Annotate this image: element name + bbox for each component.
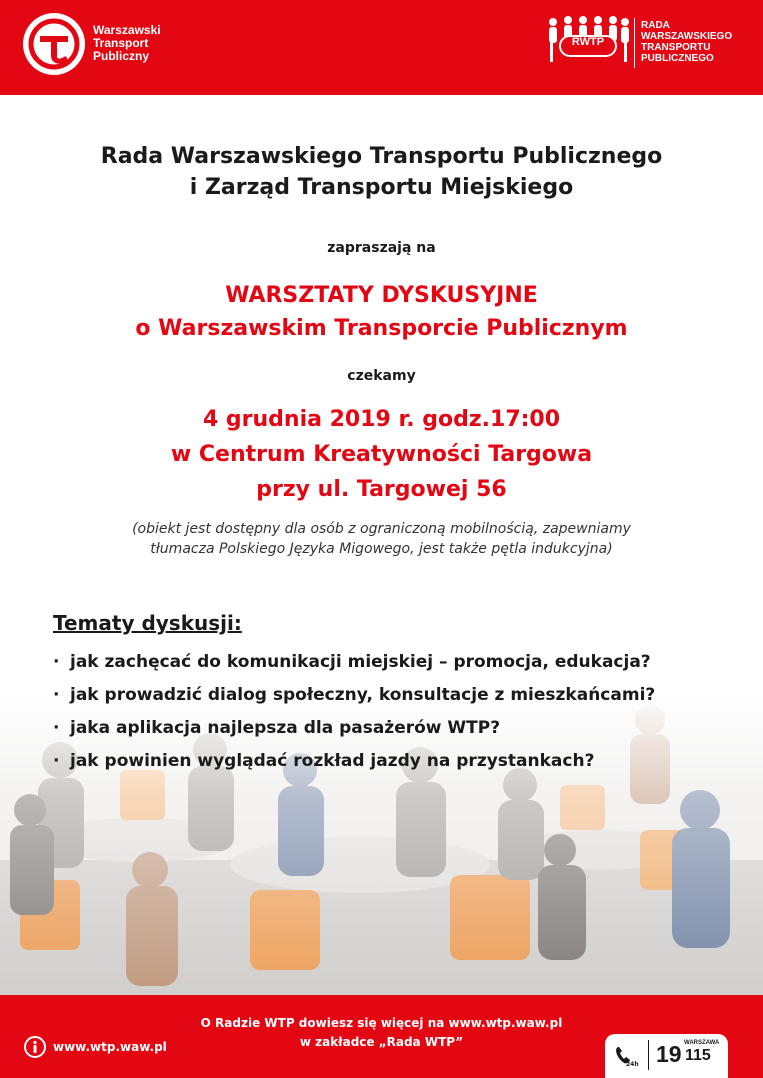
topics-list	[53, 646, 655, 778]
rwtp-name: RADA WARSZAWSKIEGO TRANSPORTU PUBLICZNEGO	[641, 20, 733, 64]
list-item: · jak prowadzić dialog społeczny, konsultacje z mieszkańcami?	[53, 679, 655, 712]
hotline-24h: 24h	[626, 1061, 639, 1068]
rwtp-divider	[634, 18, 635, 68]
list-item: · jak powinien wyglądać rozkład jazdy na przystankach?	[53, 745, 655, 778]
invite-text: zapraszają na	[327, 240, 436, 256]
hotline-city: WARSZAWA	[684, 1040, 720, 1046]
bullet: ·	[53, 685, 60, 705]
topics-heading: Tematy dyskusji:	[53, 611, 242, 635]
bullet: ·	[53, 718, 60, 738]
event-title: WARSZTATY DYSKUSYJNE o Warszawskim Transporcie Publicznym	[135, 283, 628, 341]
footer-info: O Radzie WTP dowiesz się więcej na www.wtp.waw.pl w zakładce „Rada WTP”	[200, 1016, 563, 1049]
accessibility-note: (obiekt jest dostępny dla osób z ograniczoną mobilnością, zapewniamy tłumacza Polskiego Języka Migowego, jest także pętla indukcyjna)	[132, 521, 631, 557]
hotline-number-suffix: 115	[685, 1047, 711, 1064]
wtp-logo-icon	[22, 12, 86, 76]
waiting-text: czekamy	[347, 368, 416, 384]
bullet: ·	[53, 751, 60, 771]
event-details: 4 grudnia 2019 r. godz.17:00 w Centrum Kreatywności Targowa przy ul. Targowej 56	[170, 407, 593, 502]
rwtp-badge-text: RWTP	[571, 36, 605, 48]
hotline-number-prefix: 19	[656, 1041, 682, 1067]
bullet: ·	[53, 652, 60, 672]
info-icon	[24, 1036, 46, 1058]
hotline-badge	[605, 1034, 728, 1078]
footer-bar	[0, 995, 763, 1078]
list-item: · jaka aplikacja najlepsza dla pasażerów WTP?	[53, 712, 655, 745]
organizers: Rada Warszawskiego Transportu Publicznego i Zarząd Transportu Miejskiego	[100, 144, 663, 200]
website-link[interactable]: www.wtp.waw.pl	[53, 1040, 167, 1054]
list-item: · jak zachęcać do komunikacji miejskiej – promocja, edukacja?	[53, 646, 655, 679]
wtp-name: Warszawski Transport Publiczny	[93, 23, 161, 63]
header-bar	[0, 0, 763, 95]
hotline-divider	[648, 1040, 649, 1070]
